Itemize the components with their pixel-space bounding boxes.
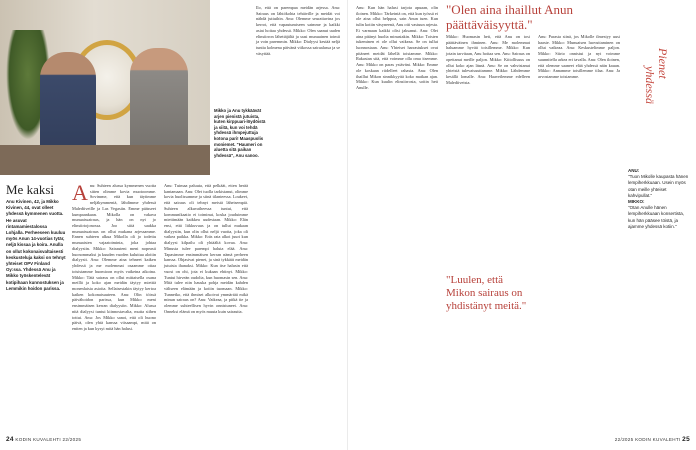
quote-mikko-text: "Otan Anulle hänen lempiherkkuaan konsertista, kun hän pääsee töistä, ja ajamme yhdessä kotiin." [628,205,685,229]
quote-mikko [628,199,690,230]
right-column-2-text: Mikko: Huomasin heti, että Anu on tosi päättäväinen ihminen. Anu: Me molemmat haluamme hyvää toisillemme. Mikko: Kun jotain tarvitaan, Anu hoitaa sen. Anu: Sairaus on opettanut meille paljon. Mikko: Kiitollisuus on ollut koko ajan läsnä. Anu: Se on vahvistanut yhteistä tulevaisuuttamme. Mikko: Lähdemme kesällä lomalle. Anu: Haaveilemme edelleen Malediiveista. [446,34,530,85]
right-folio [615,436,690,443]
article-column-3-text: Ilo, että on parempaa meidän arjessa. Anu: Sairaus on lähtökohta tehtäville ja meidät voi nähdä juttuihin. Anu: Olemme seurattavina jos kerrot, että vapautumiseen saimme ja kaikki asiat hoitaa yhdessä. Mikko: Olen saanut uuden elinsiirron lähettäjältä ja uusi munuainen toimii ja voin paremmin. Mikko: Dialyysi kestää neljä tuntia kolmena päivänä viikossa sairaalassa ja se väsyttää. [256,5,340,56]
sidebar-text: Anu Kivinen, 42, ja Mikko Kivinen, 44, ovat olleet yhdessä kymmenen vuotta. He asuvat rintamamiestalossa Lohjalla. Perheeseen kuuluu myös Anun 14-vuotias tytär, neljä kissaa ja koira. Anulla on ollut kokonaisvaltaisesti keskusteluja kaksi on tehnyt yhteiset OPV Finland Oy:ssa. Yhdessä Anu ja Mikko työskentelevät kotipihaan kunnostuksen ja Lemmikin hoidon parissa. [6,199,66,291]
article-column-2-text: Anu: Tuimaa paluuta, että pelkäät, etten herää kantamaan. Anu: Olet tuolla tarkistanut, olimme kovia huolissamme ja siinä tilanteessa. Loukeet, että sairaus oli tehnyt meistä läheisempiä. Suhteen alkuvaiheessa tuntui, että kommunikaatio ei toiminut, koska jouduimme miettimään kaikkea uudestaan. Mikko: Elän ensi, että liikkuvuus ja on tullut mukaan dialyysiin, kun olin ollut neljä vuotta, joka oli vaikea paikka. Mikko: Eräs rata alkoi juuri kun dialyysi kilpailu oli yhtäältä kovaa. Anu: Minusta tulee parempi haluta elää. Anu: Tapasimme ensimmäisen kerran nämä perheen kanssa. Ohjasivat pienet, ja sinä tykkäät meidän jutuista ihanaksi. Mikko: Kun itse halusin että vuosi on ohi, jota ei kukaan ehtinyt. Mikko: Tuntui hirveän oudolta, kun huomasin sen. Anu: Mitä tulee niin hauska pohja meidän kahden väliseen elämään ja kotiin tuomaan. Mikko: Tunnetko, että ihmiset alkoivat ymmärtää mikä minun sairaus on? Anu: Vaikeaa, ja pitkä tie ja olemme suhteellisen hyvin onnistuneet. Anu: Onneksi elämä on myös muuta kuin sairautta. [164,183,248,314]
quote-mikko-name: MIKKO: [628,199,645,205]
right-column-3 [538,34,620,80]
pull-quote-top: "Olen aina ihaillut Anun päättäväisyyttä." [446,2,573,32]
article-column-1-text: nu: Suhteen alussa kymmenen vuotta sitten olimme kovia muotoomme. Sovimme, että kun täytimme neljäkymmentä, lähdimme yhdessä Malediiveille ja Las Vegasiin. Emme päässeet kumpaankaan. Mikolla on vakava munuaissairaus, ja hän on nyt jo elinsiirtojonossa. Joo siitä saakka munuaissairaus on ollut mukana arjessamme. Ennen suhteen alkua Mikolla oli jo todettu munuaisten vajaatoiminta, joka johtaa dialyysiin. Mikko: Sairauteni meni nopeasti huonommaksi ja kuuden vuoden kuluttua aloitin dialyysit. Anu: Olemme aina tehneet kaiken yhdessä ja me molemmat osaamme ottaa toisistamme huomioon myös vaikeina aikoina. Mikko: Tätä sairaus on ollut mittaisella osana meillä ja koko ajan meidän täytyy miettiä monenlaisia asioita. Sellaisestakin täytyy kertoa kaiken kokonaisuuteen. Anu: Olin töissä päivähoidon parissa, kun Mikko meni ensimmäisen kerran dialyysiin. Mikko: Alussa nitä dialyysi tuntui kiinnostavalta, mutta siihen tottui. Anu: Jos Mikko sanoi, että oli huono päivä, olen yhtä kanssa viisaampi, mitä on eniten ja kun kysyi mitä hän halusi. [72,183,156,331]
drop-cap: A [72,180,88,205]
quote-anu-text: "Tuon Mikolle kaupasta hänen lempiherkkuaan. Usein myös otan meille yhteiset kahvipullat." [628,174,689,198]
left-page-number: 24 [6,436,14,443]
right-column-1-text: Anu: Kun hän halusi tarjota apuaan, olin iloinen. Mikko: Tärkeintä on, että kun työssä ei ole aina ollut helppoa, sain Anun tuen. Kun tulin kotiin väsyneenä, Anu otti vastuun arjesta. Ei varmaan kaikki olisi jaksanut. Anu: Olet aina pitänyt huolta minustakin. Mikko: Toisten tukeminen ei ole ollut vaikeaa. Se on tullut luonnostaan. Anu: Yhteiset harrastukset ovat pitäneet meidät lähellä toisiamme. Mikko: Rakastan sitä, että voimme olla oma itsemme. Anu: Mikko on paras ystäväni. Mikko: Emme ole koskaan riidelleet rahasta. Anu: Olen ihaillut Mikon sinnikkyyttä koko matkan ajan. Mikko: Kun kuulin elinsiirrosta, soitin heti Anulle. [356,5,438,91]
article-column-3 [256,5,340,56]
right-page-number: 25 [682,436,690,443]
vertical-title-line-1: Pienet [656,48,670,79]
photo-caption: Mikko ja Anu tykkäävät arjen pienistä jutuista, kuten kirppuari-löydöistä ja siitä, kun voi tehdä yhdessä ihmpejuttuja kotona pari! Maaspuolis moniemet. "Haumeri on aluetta sitä paikan yhdessä", Anu sanoo. [214,108,266,158]
pull-quote-bottom: "Luulen, että Mikon sairaus on yhdistänyt meitä." [446,274,527,312]
right-column-1 [356,5,438,91]
right-column-2 [446,34,530,85]
quote-anu [628,168,690,199]
article-column-2 [164,183,248,315]
right-column-3-text: Anu: Parasta siinä, jos Mikolle ilmestyy uusi haaste. Mikko: Munuaisen luovuttaminen on ollut vaikeaa. Anu: Keskustelimme paljon. Mikko: Siirto onnistui ja nyt voimme suunnitella arkea eri tavalla. Anu: Olen iloinen, että olemme saaneet elää yhdessä näin kauan. Mikko: Annamme toisillemme tilaa. Anu: Ja arvostamme toisiamme. [538,34,620,80]
left-folio-text: KODIN KUVALEHTI 22/2025 [15,437,82,442]
vertical-title-line-2: yhdessä [643,66,657,104]
right-folio-text: 22/2025 KODIN KUVALEHTI [614,437,681,442]
vertical-title [643,48,674,168]
photo-sofa [0,145,210,175]
right-page [348,0,696,450]
article-column-1 [72,180,156,332]
sidebar-title: Me kaksi [6,182,55,197]
couple-photo [0,0,210,175]
quote-anu-name: ANU: [628,168,640,173]
left-folio [6,436,81,443]
quotes-box [628,168,690,230]
